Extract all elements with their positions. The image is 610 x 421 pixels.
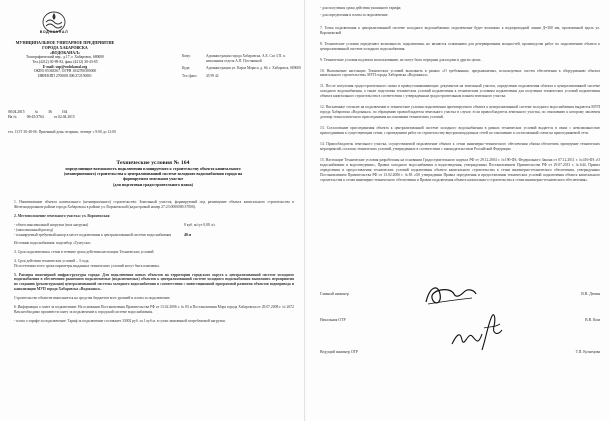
reg-date: На №	[8, 114, 17, 119]
org-name-line2: ГОРОДА ХАБАРОВСКА	[42, 45, 88, 50]
right-page	[306, 0, 610, 421]
signatory-name: В.В. Демин	[581, 292, 600, 296]
load-label: - (максимальный расход)	[14, 227, 54, 232]
recipient-label: Кому:	[182, 54, 191, 58]
title-block	[14, 160, 292, 187]
org-inn: ИНН/КПП 2700001300/272150001	[38, 74, 92, 79]
recipient-label: Тел./факс:	[182, 74, 198, 79]
signatory-role: Главный инженер	[320, 292, 349, 296]
reg-date: 08.04.2015	[8, 110, 25, 114]
paragraph: 3. Срок подключения к сетям в течение срока действия настоящих Технических условий	[14, 249, 154, 254]
load-value: 8 куб. м/сут 0,08 л/с	[184, 222, 216, 227]
reg-no-label: №	[34, 110, 39, 114]
vodokanal-logo-icon	[24, 8, 84, 44]
recipient-value: 45 99 42	[206, 74, 219, 79]
registration-block	[8, 110, 128, 135]
paragraph: По истечении этого срока параметры выданных технических условий могут быть изменены.	[14, 263, 160, 268]
signature-chief-engineer-icon	[420, 280, 480, 310]
reg-extra: от 02.04.2015	[53, 114, 75, 119]
paragraph: 8. Технические условия определяют возможность подключения, но являются основанием для резервирования мощностей, производства работ по подключению объекта к централизованной системе холодного водоснабжения.	[320, 41, 600, 51]
signatory-role: Ведущий инженер ОТР	[320, 350, 358, 354]
document-title: Технические условия № 164	[116, 160, 190, 166]
org-email: E-mail: sup@vodokanal.org	[42, 64, 88, 69]
org-phone: Тел.(4212) 30-89-82, факс (4212) 30-43-05	[32, 59, 98, 64]
reg-no: 06-45/3764	[26, 114, 44, 119]
paragraph: 4. Срок действия технических условий – 3 года.	[14, 258, 90, 263]
recipient-row	[182, 74, 302, 79]
paragraph: - плата о тарифе за подключение: Тариф за подключение составляет 33002 руб. за 1 куб.м. в сутки заявленной потребляемой нагрузки.	[14, 319, 226, 324]
paragraph: 2. Местоположение земельного участка: ул. Воронежская	[14, 213, 110, 218]
paragraph: 13. Согласование присоединения объекта к централизованной системе холодного водоснабжения в рамках технических условий выдается в связи с невозможностью присоединения к существующим сетям, с проведением работ по строительству внутриплощадочных сетей по отношению к согласованной схеме на присоединяемой сети.	[320, 126, 600, 136]
paragraph: 12. Письменное согласие на подключение и технические условия подключения проектируемого объекта к централизованной системе холодного водоснабжения выдаются МУП города Хабаровска «Водоканал» по обращению правообладателя земельного участка в случае, если правообладатель земельного участка, по отношению к которому заключен договор технологического присоединения на основании технических условий.	[320, 105, 600, 120]
signature-area	[320, 288, 600, 384]
paragraph: 14. Правообладатель земельного участка, осуществляемой подключение объекта к сетям инженерно-технического обеспечения обязан обеспечить проведение технических мероприятий, согласно технических условий, утвержденных в соответствии с законодательством Российской Федерации.	[320, 142, 600, 151]
org-address: Топографический пер., д.17, г. Хабаровск, 680000	[26, 55, 104, 59]
recipient-row	[182, 66, 302, 71]
signatory-name: В.В. Ким	[585, 318, 600, 322]
paragraph: Строительство объектов выполняется на средства бюджетов всех уровней и платы за подключение.	[14, 296, 171, 301]
paragraph: 7. Точка подключения к централизованной системе холодного водоснабжения: подключение будет возможно к водопроводной линии Д=300 мм, проложенной вдоль ул. Воронежской	[320, 25, 600, 35]
contact-note: тел. СОТ 30-48-06. Приемный день: вторник, четверг с 9:00 до 12:00	[8, 129, 116, 134]
recipient-value: Администрация города Хабаровска, А.Е. Сaз 3 П. п. начальника отдела А.П. Поставиной	[206, 54, 286, 63]
load-row	[14, 233, 294, 238]
water-source: Источник водоснабжения: водозабор «Тунгуска»	[14, 240, 91, 245]
logo-caption: ВОДОКАНАЛ	[39, 30, 69, 34]
reg-extra: 164	[61, 110, 68, 114]
signatory-name: Т.П. Кузнецова	[575, 350, 600, 354]
paragraph: 10. Выполнение настоящих Технических условий выполнить в рамках «О требованиях, предъявляемых, используемых систем обеспечения к оборудованию объекта капитального строительства» МУП города Хабаровска «Водоканал».	[320, 68, 600, 78]
load-label: - объем максимальной нагрузки (max нагрузка)	[14, 222, 89, 227]
right-body	[320, 6, 600, 189]
recipient-row	[182, 54, 302, 63]
subtitle-line: определяющие возможность подключения планируемого к строительству объекта капитального	[65, 166, 241, 171]
recipient-value: Администрации ул. Карла Маркса, д. 66, г. Хабаровск, 680000	[206, 66, 301, 71]
registration-row	[8, 115, 128, 120]
reg-no: 36	[48, 110, 52, 114]
subtitle-line: (незавершенного) строительства к централизованной системе холодного водоснабжения города на	[63, 171, 242, 177]
paragraph: 9. Технические условия подлежат использованию, не могут быть переданы для подачи в других целях.	[320, 57, 482, 62]
recipient-block	[182, 54, 302, 82]
top-line: - для определения и платы за подключение.	[320, 12, 389, 17]
org-okpo: ОКПО 05363567, ОГРН 1032700305000	[33, 69, 97, 74]
paragraph: 15. Настоящие Технические условия разработаны на основании Градостроительного кодекса РФ от 29.12.2004 г. №190-ФЗ, Федерального Закона от 07.12.2011 г. №416-ФЗ «О водоснабжении и водоотведении», Правил холодного водоснабжения и водоотведения, утвержденных Постановлением Правительства РФ от 29.07.2013 г. №644, Правил определения и предоставления технических условий подключения объекта капитального строительства к сетям инженерно-технического обеспечения, утвержденных Постановлением Правительства РФ от 13.02.2006 г. №83 «Об утверждении Правил определения и предоставления технических условий подключения объекта капитального строительства к сетям инженерно-технического обеспечения и Правил подключения объекта капитального строительства к сетям инженерно-технического обеспечения».	[320, 157, 600, 182]
subtitle-line: формируемом земельном участке	[122, 176, 184, 182]
org-name-line3: «ВОДОКАНАЛ»	[49, 50, 81, 55]
load-value: 40 м	[184, 232, 192, 237]
load-label: - планируемый требуемый напор в месте подключения к централизованной системе водоснабжения	[14, 232, 172, 237]
top-line: - для получения срока действия указанного тарифа;	[320, 6, 402, 10]
subtitle-line: (для подготовки градостроительного плана)	[113, 181, 193, 187]
org-name-line1: МУНИЦИПАЛЬНОЕ УНИТАРНОЕ ПРЕДПРИЯТИЕ	[15, 40, 115, 45]
paragraph: 5. Размеры инженерной инфраструктуры города: Для подключения новых объектов на территории городского округа к централизованной системе холодного водоснабжения в обеспечении рыночного подключаемых (подключаемых) объектов к централизованной системе холодного водоснабжения выполнить мероприятия по созданию (реконструкции) централизованной системы холодного водоснабжения в соответствии с инвестиционной программой развития объектов водопровода и канализации МУП города Хабаровска «Водоканал».	[14, 272, 294, 292]
signature-otr-head-icon	[448, 310, 504, 354]
paragraph: 6. Информация о плате за подключение: На основании Постановления Правительства РФ от 13.02.2006 г. № 83 и Постановления Мэра города Хабаровска от 29.07.2008 г. № 2672 Вам необходимо произвести плату за подключение к городской системе водоснабжения.	[14, 305, 294, 315]
paragraph: 1. Наименование объекта капитального (незавершенного) строительства: Земельный участок, формируемый под размещение объекта капитального строительства в Железнодорожном районе города Хабаровска в районе ул. Воронежской (кадастровый номер 27:23:0000000:37000).	[14, 200, 294, 209]
organization-block	[6, 40, 124, 79]
recipient-label: Куда:	[182, 66, 191, 71]
signatory-role: Начальник ОТР	[320, 318, 346, 322]
left-body	[14, 200, 294, 328]
paragraph: 11. После получения градостроительного плана и правоустанавливающих документов на земельный участок, определение подключения объекта к централизованной системе холодного водоснабжения, а также подготовка технических условий подключения к техническим условиям подключения для получения технических условий подключения объекта капитального строительства в соответствии с утвержденным градостроительным планом земельного участка.	[320, 84, 600, 99]
